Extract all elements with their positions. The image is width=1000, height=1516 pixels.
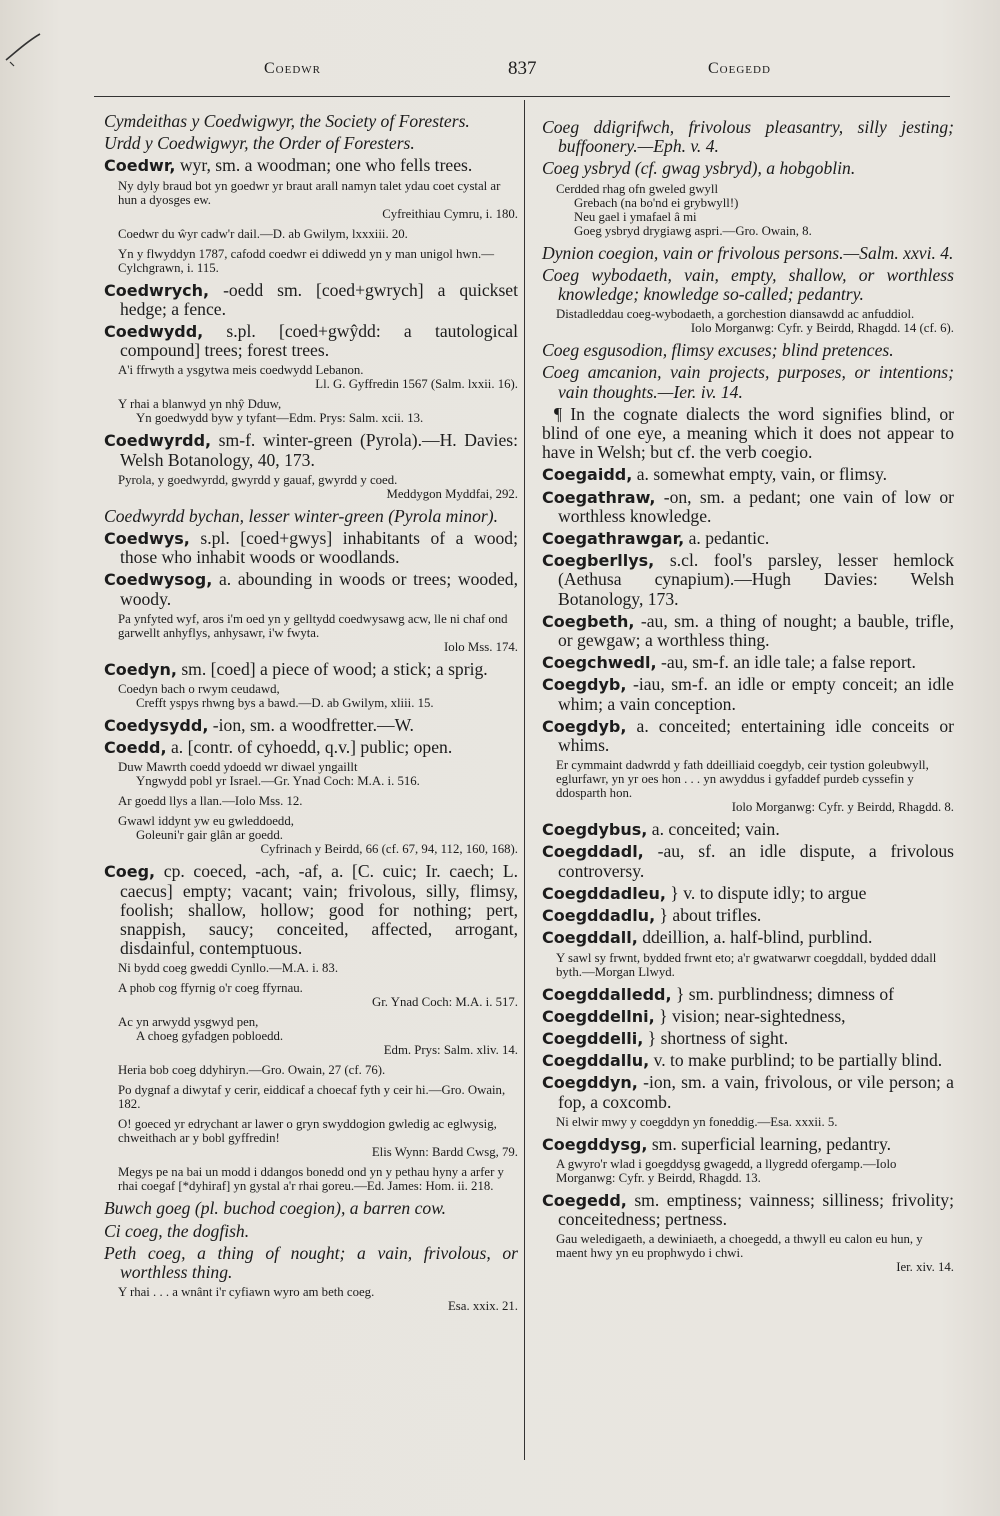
definition: a. conceited; entertaining idle conceits or whims. (558, 715, 954, 756)
definition: -au, sm-f. an idle tale; a false report. (656, 652, 916, 673)
definition: -ion, sm. a vain, frivolous, or vile person; a fop, a coxcomb. (558, 1072, 954, 1112)
headword: Coedyn, (104, 659, 177, 679)
definition: s.pl. [coed+gwys] inhabitants of a wood; those who inhabit woods or woodlands. (120, 528, 518, 568)
definition: sm. emptiness; vainness; silliness; frivolity; conceitedness; pertness. (558, 1189, 954, 1230)
pencil-mark-icon (4, 30, 44, 70)
definition: a. conceited; vain. (647, 819, 780, 840)
headword: Coedwyrdd, (104, 431, 212, 451)
headword: Coegddadleu, (542, 883, 666, 903)
example-quote (556, 951, 954, 979)
example-quote (118, 397, 518, 425)
phrase-text: Ci coeg, the dogfish. (104, 1220, 250, 1241)
quote-source: Cyfrinach y Beirdd, 66 (cf. 67, 94, 112, 160, 168). (260, 842, 518, 857)
quote-line: Y sawl sy frwnt, bydded frwnt eto; a'r gwatwarwr coegddall, bydded ddall byth.—Morgan Llwyd. (556, 950, 937, 979)
headword: Coegddelli, (542, 1028, 644, 1048)
definition: sm-f. winter-green (Pyrola).—H. Davies: Welsh Botanology, 40, 173. (120, 430, 518, 470)
quote-line: Ar goedd llys a llan.—Iolo Mss. 12. (118, 794, 303, 809)
quote-line: Gau weledigaeth, a dewiniaeth, a choegedd, a thwyll eu calon eu hun, y maent hwy yn eu prophwydo i chwi. (556, 1232, 923, 1261)
definition: cp. coeced, -ach, -af, a. [C. cuic; Ir. caech; L. caecus] empty; vacant; vain; frivolous, silly, flimsy, foolish; shallow, hollow; good for nothing; pert, snappish, saucy; conceited, affected, arrogant, disdainful, contemptuous. (120, 861, 518, 959)
example-quote (118, 1285, 518, 1313)
quote-line: Yngwydd pobl yr Israel.—Gr. Ynad Coch: M.A. i. 516. (136, 774, 420, 789)
definition: -oedd sm. [coed+gwrych] a quickset hedge; a fence. (120, 279, 518, 319)
quote-line: A choeg gyfadgen pobloedd. (136, 1029, 284, 1044)
quote-source: Iolo Morganwg: Cyfr. y Beirdd, Rhagdd. 8. (731, 800, 954, 815)
dictionary-entry (104, 716, 518, 735)
example-quote (118, 227, 518, 241)
headword: Coegathraw, (542, 487, 656, 507)
definition: a. abounding in woods or trees; wooded, woody. (120, 569, 518, 609)
phrase-entry (104, 1244, 518, 1282)
headword: Coedwr, (104, 156, 176, 176)
dictionary-entry (542, 928, 954, 947)
quote-line: O! goeced yr edrychant ar lawer o gryn swyddogion gwledig ac eglwysig, chweithach ar y bobl gyffredin! (118, 1117, 497, 1146)
quote-source: Iolo Mss. 174. (444, 639, 518, 654)
dictionary-entry (542, 1007, 954, 1026)
dictionary-entry (104, 156, 518, 175)
example-quote (118, 1165, 518, 1193)
definition: -on, sm. a pedant; one vain of low or worthless knowledge. (558, 486, 954, 526)
quote-line: Yn goedwydd byw y tyfant—Edm. Prys: Salm. xcii. 13. (136, 411, 424, 426)
dictionary-entry (104, 529, 518, 567)
quote-line: Heria bob coeg ddyhiryn.—Gro. Owain, 27 (cf. 76). (118, 1063, 386, 1078)
page-number: 837 (508, 58, 537, 79)
quote-source: Ll. G. Gyffredin 1567 (Salm. lxxii. 16). (315, 377, 518, 392)
definition: -iau, sm-f. an idle or empty conceit; an idle whim; a vain conception. (558, 674, 954, 714)
headword: Coegddallu, (542, 1051, 650, 1071)
quote-source: Elis Wynn: Bardd Cwsg, 79. (371, 1145, 518, 1160)
definition: sm. superficial learning, pedantry. (647, 1133, 892, 1154)
definition: -au, sf. an idle dispute, a frivolous controversy. (558, 841, 954, 881)
quote-line: Po dygnaf a diwytaf y cerir, eiddicaf a choecaf fyth y ceir hi.—Gro. Owain, 182. (118, 1083, 506, 1112)
example-quote (556, 1115, 954, 1129)
phrase-entry (104, 507, 518, 526)
dictionary-entry (542, 820, 954, 839)
headword: Coegchwedl, (542, 653, 657, 673)
phrase-entry (542, 341, 954, 360)
dictionary-entry (542, 1051, 954, 1070)
headword: Coegddadl, (542, 842, 644, 862)
quote-line: Ac yn arwydd ysgwyd pen, (118, 1015, 259, 1030)
column-divider (524, 100, 525, 1460)
definition: sm. [coed] a piece of wood; a stick; a sprig. (176, 658, 488, 679)
phrase-entry (542, 266, 954, 304)
definition: a. pedantic. (684, 528, 770, 549)
etymology-note: ¶ In the cognate dialects the word signifies blind, or blind of one eye, a meaning which it does not appear to have in Welsh; but cf. the verb coegio. (542, 403, 954, 463)
phrase-entry (104, 1199, 518, 1218)
definition: } v. to dispute idly; to argue (666, 882, 867, 903)
quote-line: Megys pe na bai un modd i ddangos bonedd ond yn y pethau hyny a arfer y rhai coegaf [*dyhiraf] yn gystal a'r rhai goreu.—Ed. James: Hom. ii. 218. (118, 1165, 504, 1194)
dictionary-entry (104, 738, 518, 757)
definition: a. somewhat empty, vain, or flimsy. (632, 464, 888, 485)
dictionary-entry (542, 906, 954, 925)
phrase-text: Coeg ysbryd (cf. gwag ysbryd), a hobgoblin. (542, 158, 856, 179)
phrase-entry (104, 112, 518, 131)
dictionary-entry (542, 551, 954, 609)
headword: Coedwys, (104, 529, 190, 549)
dictionary-entry (104, 570, 518, 608)
example-quote (118, 1083, 518, 1111)
definition: wyr, sm. a woodman; one who fells trees. (175, 155, 473, 176)
example-quote (118, 814, 518, 856)
quote-line: Goeg ysbryd drygiawg aspri.—Gro. Owain, 8. (574, 223, 812, 238)
dictionary-entry (542, 529, 954, 548)
quote-line: Er cymmaint dadwrdd y fath ddeilliaid coegdyb, ceir tystion goleubwyll, eglurfawr, yn yr oes hon . . . yn awyddus i gyfaddef purdeb cyssefin y ddosparth hon. (556, 758, 929, 801)
dictionary-entry (542, 612, 954, 650)
phrase-text: Cymdeithas y Coedwigwyr, the Society of Foresters. (104, 111, 470, 131)
dictionary-entry (542, 717, 954, 755)
headword: Coegdybus, (542, 820, 648, 840)
definition: ddeillion, a. half-blind, purblind. (637, 927, 873, 948)
quote-line: Ni elwir mwy y coegddyn yn foneddig.—Esa. xxxii. 5. (556, 1114, 838, 1129)
headword: Coegedd, (542, 1190, 627, 1210)
example-quote (556, 1157, 954, 1185)
headword: Coedwysog, (104, 570, 213, 590)
quote-line: Ny dyly braud bot yn goedwr yr braut arall namyn talet ydau coet cystal ar hun a dyosges ew. (118, 178, 501, 207)
definition: -au, sm. a thing of nought; a bauble, trifle, or gewgaw; a worthless thing. (558, 610, 954, 651)
definition: } sm. purblindness; dimness of (671, 983, 895, 1004)
phrase-text: Coeg ddigrifwch, frivolous pleasantry, silly jesting; buffoonery.—Eph. v. 4. (542, 117, 954, 157)
definition: } about trifles. (655, 905, 762, 926)
dictionary-entry (542, 985, 954, 1004)
definition: } shortness of sight. (643, 1027, 789, 1048)
example-quote (556, 1232, 954, 1274)
headword: Coeg, (104, 862, 156, 882)
quote-line: Y rhai a blanwyd yn nhŷ Dduw, (118, 397, 282, 412)
headword: Coedd, (104, 738, 167, 758)
definition: -ion, sm. a woodfretter.—W. (208, 715, 414, 736)
phrase-entry (542, 118, 954, 156)
headword: Coedwrych, (104, 280, 210, 300)
dictionary-entry (104, 660, 518, 679)
definition: v. to make purblind; to be partially blind. (649, 1050, 943, 1071)
right-column (542, 118, 954, 1280)
example-quote (118, 961, 518, 975)
definition: s.pl. [coed+gwŷdd: a tautological compound] trees; forest trees. (120, 321, 518, 361)
example-quote (118, 247, 518, 275)
header-rule (94, 96, 950, 97)
phrase-text: Buwch goeg (pl. buchod coegion), a barren cow. (104, 1198, 447, 1219)
headword: Coegathrawgar, (542, 529, 685, 549)
dictionary-entry (542, 465, 954, 484)
example-quote (556, 182, 954, 238)
headword: Coegddadlu, (542, 906, 656, 926)
quote-line: Goleuni'r gair glân ar goedd. (136, 828, 283, 843)
headword: Coegddalledd, (542, 984, 672, 1004)
quote-line: A'i ffrwyth a ysgytwa meis coedwydd Lebanon. (118, 363, 364, 378)
quote-line: Distadleddau coeg-wybodaeth, a gorchestion diansawdd ac anfuddiol. (556, 307, 915, 322)
example-quote (118, 1063, 518, 1077)
quote-source: Ier. xiv. 14. (896, 1260, 954, 1275)
dictionary-entry (542, 1135, 954, 1154)
quote-line: Duw Mawrth coedd ydoedd wr diwael yngaillt (118, 760, 358, 775)
phrase-text: Coeg wybodaeth, vain, empty, shallow, or worthless knowledge; knowledge so-called; pedantry. (542, 264, 954, 305)
dictionary-entry (104, 322, 518, 360)
phrase-entry (104, 134, 518, 153)
quote-line: Gwawl iddynt yw eu gwleddoedd, (118, 814, 294, 829)
headword: Coegddellni, (542, 1006, 655, 1026)
headword: Coegddyn, (542, 1073, 638, 1093)
headword: Coegberllys, (542, 551, 655, 571)
quote-source: Iolo Morganwg: Cyfr. y Beirdd, Rhagdd. 14 (cf. 6). (690, 321, 954, 336)
dictionary-entry (104, 281, 518, 319)
quote-line: Grebach (na bo'nd ei grybwyll!) (574, 195, 739, 210)
left-column (104, 112, 518, 1319)
dictionary-entry (542, 653, 954, 672)
definition: } vision; near-sightedness, (654, 1005, 846, 1026)
example-quote (118, 612, 518, 654)
header-first-word: Coedwr (264, 60, 321, 77)
quote-source: Gr. Ynad Coch: M.A. i. 517. (372, 995, 518, 1010)
phrase-entry (542, 363, 954, 401)
example-quote (118, 794, 518, 808)
example-quote (118, 179, 518, 221)
quote-line: Neu gael i ymafael â mi (574, 209, 697, 224)
header-last-word: Coegedd (708, 60, 771, 77)
headword: Coegddysg, (542, 1134, 648, 1154)
example-quote (118, 363, 518, 391)
phrase-text: Urdd y Coedwigwyr, the Order of Foresters. (104, 133, 415, 154)
quote-line: Pa ynfyted wyf, aros i'm oed yn y gelltydd coedwysawg acw, lle ni chaf ond garwellt anhyflys, anhysawr, i'w fwyta. (118, 611, 508, 640)
dictionary-entry (542, 884, 954, 903)
headword: Coegbeth, (542, 611, 635, 631)
phrase-entry (542, 244, 954, 263)
quote-line: Cerdded rhag ofn gweled gwyll (556, 181, 719, 196)
quote-line: A phob cog ffyrnig o'r coeg ffyrnau. (118, 981, 303, 996)
quote-source: Cyfreithiau Cymru, i. 180. (382, 206, 518, 221)
example-quote (118, 682, 518, 710)
example-quote (118, 1015, 518, 1057)
phrase-entry (104, 1222, 518, 1241)
headword: Coedysydd, (104, 716, 209, 736)
phrase-entry (542, 159, 954, 178)
running-header (96, 60, 952, 90)
quote-line: Yn y flwyddyn 1787, cafodd coedwr ei ddiwedd yn y man unigol hwn.—Cylchgrawn, i. 115. (118, 246, 495, 275)
example-quote (556, 758, 954, 814)
dictionary-entry (542, 675, 954, 713)
dictionary-entry (542, 842, 954, 880)
example-quote (118, 760, 518, 788)
headword: Coegdyb, (542, 675, 627, 695)
quote-line: Ni bydd coeg gweddi Cynllo.—M.A. i. 83. (118, 961, 339, 976)
dictionary-entry (104, 431, 518, 469)
example-quote (118, 473, 518, 501)
phrase-text: Dynion coegion, vain or frivolous persons.—Salm. xxvi. 4. (542, 242, 954, 263)
dictionary-entry (542, 1073, 954, 1111)
quote-line: Coedyn bach o rwym ceudawd, (118, 682, 280, 697)
definition: a. [contr. of cyhoedd, q.v.] public; open. (166, 737, 453, 758)
quote-source: Esa. xxix. 21. (447, 1299, 518, 1314)
phrase-text: Coeg amcanion, vain projects, purposes, or intentions; vain thoughts.—Ier. iv. 14. (542, 362, 954, 402)
dictionary-entry (542, 488, 954, 526)
example-quote (118, 981, 518, 1009)
quote-line: Y rhai . . . a wnânt i'r cyfiawn wyro am beth coeg. (118, 1285, 375, 1300)
dictionary-entry (542, 1029, 954, 1048)
phrase-text: Peth coeg, a thing of nought; a vain, frivolous, or worthless thing. (104, 1242, 518, 1283)
dictionary-entry (104, 862, 518, 958)
example-quote (118, 1117, 518, 1159)
definition: s.cl. fool's parsley, lesser hemlock (Aethusa cynapium).—Hugh Davies: Welsh Botanology, 173. (558, 550, 954, 609)
headword: Coegddall, (542, 928, 638, 948)
phrase-text: Coedwyrdd bychan, lesser winter-green (Pyrola minor). (104, 505, 498, 526)
quote-source: Edm. Prys: Salm. xliv. 14. (383, 1043, 518, 1058)
headword: Coegdyb, (542, 716, 627, 736)
headword: Coegaidd, (542, 465, 633, 485)
phrase-text: Coeg esgusodion, flimsy excuses; blind pretences. (542, 340, 894, 361)
dictionary-entry (542, 1191, 954, 1229)
quote-line: Coedwr du ŵyr cadw'r dail.—D. ab Gwilym, lxxxiii. 20. (118, 226, 408, 241)
quote-line: Crefft yspys rhwng bys a bawd.—D. ab Gwilym, xliii. 15. (136, 696, 434, 711)
quote-line: Pyrola, y goedwyrdd, gwyrdd y gauaf, gwyrdd y coed. (118, 472, 398, 487)
headword: Coedwydd, (104, 322, 204, 342)
example-quote (556, 307, 954, 335)
quote-source: Meddygon Myddfai, 292. (386, 486, 518, 501)
quote-line: A gwyro'r wlad i goegddysg gwagedd, a llygredd ofergamp.—Iolo Morganwg: Cyfr. y Beirdd, Rhagdd. 13. (556, 1156, 897, 1185)
